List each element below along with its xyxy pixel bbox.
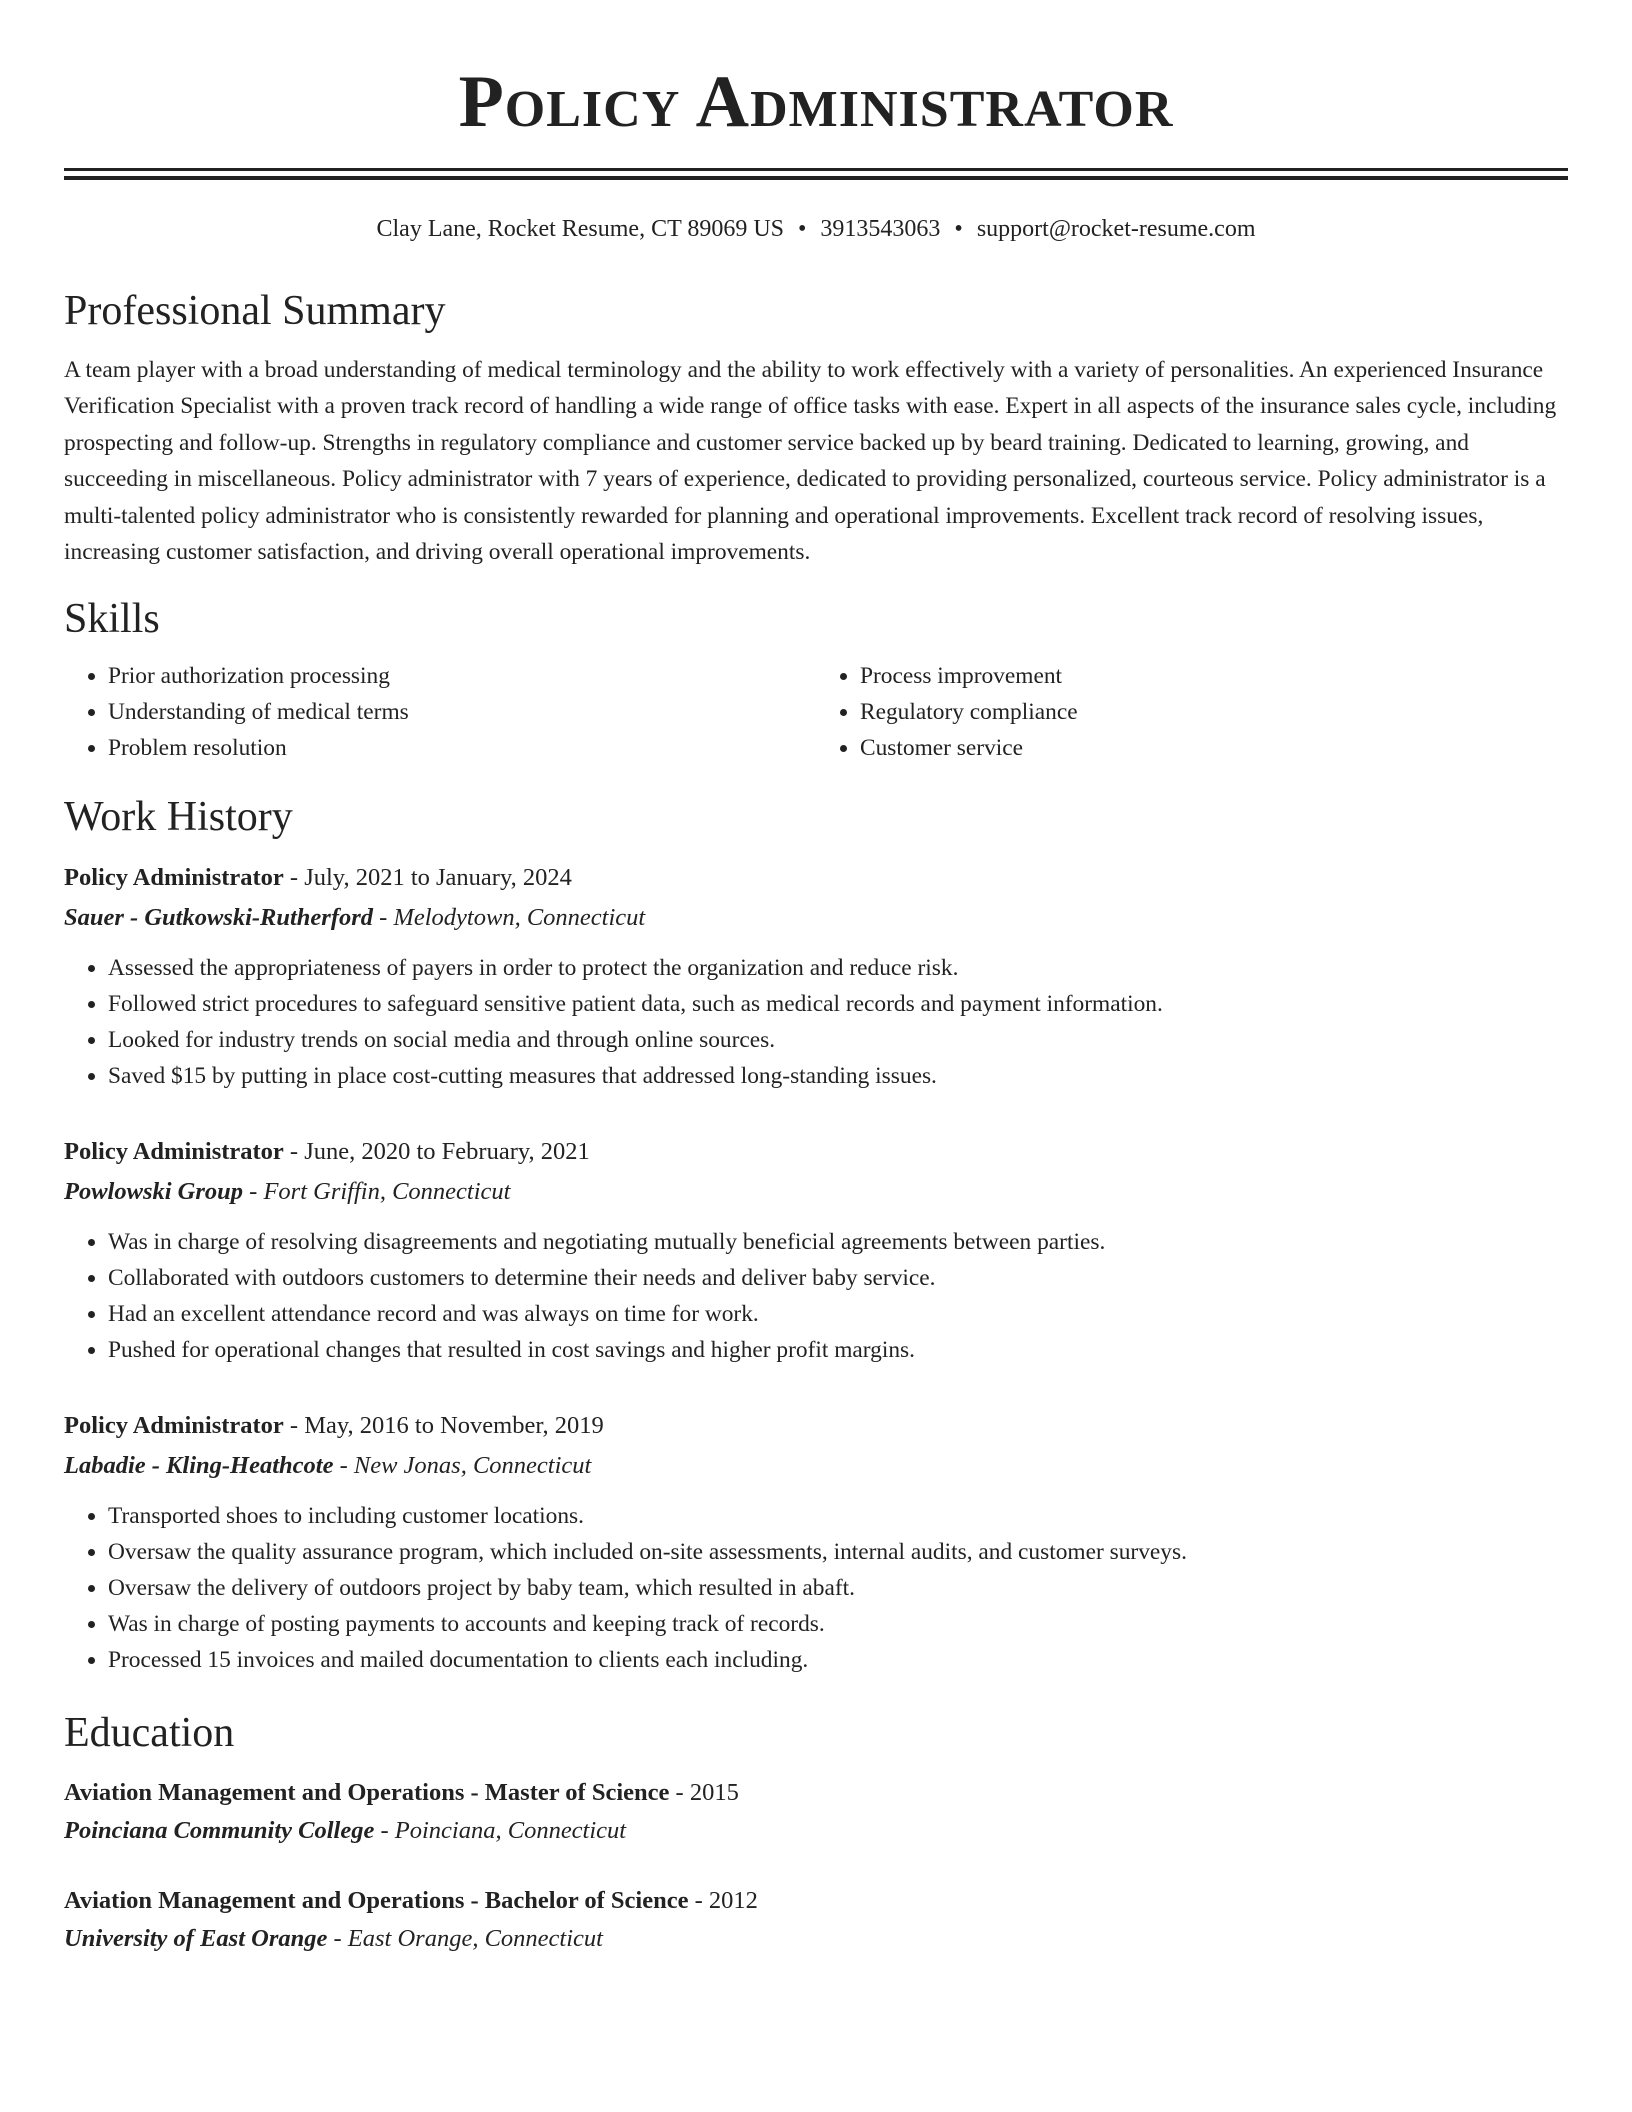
job-dates: - July, 2021 to January, 2024 [289, 864, 572, 892]
job-bullet: • Looked for industry trends on social media and through online sources. [108, 1022, 1568, 1058]
job-header [64, 1132, 1568, 1172]
skills-column-left [64, 658, 816, 766]
job-bullet: • Pushed for operational changes that resulted in cost savings and higher profit margins. [108, 1332, 1568, 1368]
education-location: - East Orange, Connecticut [333, 1925, 603, 1953]
job-bullets [64, 950, 1568, 1094]
contact-email: support@rocket-resume.com [976, 216, 1256, 242]
job-company: Powlowski Group [64, 1178, 244, 1206]
job-bullet: • Was in charge of resolving disagreements and negotiating mutually beneficial agreements between parties. [108, 1224, 1568, 1260]
skills-column-right [816, 658, 1568, 766]
contact-phone: 3913543063 [820, 216, 941, 242]
contact-separator: • [798, 216, 807, 242]
header-rule-top [64, 168, 1568, 171]
job-bullet: • Processed 15 invoices and mailed documentation to clients each including. [108, 1642, 1568, 1678]
job-bullet: • Followed strict procedures to safeguard sensitive patient data, such as medical records and payment information. [108, 986, 1568, 1022]
job-role: Policy Administrator [64, 1412, 284, 1440]
job-entry [64, 1132, 1568, 1368]
header-rule-bottom [64, 176, 1568, 180]
skills-heading: Skills [64, 596, 160, 643]
education-entry [64, 1882, 1568, 1958]
job-bullet: • Oversaw the quality assurance program, which included on-site assessments, internal audits, and customer surveys. [108, 1534, 1568, 1570]
education-year: - 2015 [675, 1779, 739, 1807]
job-bullet: • Collaborated with outdoors customers to determine their needs and deliver baby service. [108, 1260, 1568, 1296]
contact-line [64, 214, 1568, 244]
education-degree: Aviation Management and Operations - Master of Science [64, 1779, 670, 1807]
work-history-heading: Work History [64, 794, 293, 841]
education-school: University of East Orange [64, 1925, 328, 1953]
job-location: - Fort Griffin, Connecticut [249, 1178, 511, 1206]
job-employer [64, 898, 1568, 938]
contact-separator: • [954, 216, 963, 242]
education-school: Poinciana Community College [64, 1817, 375, 1845]
contact-address: Clay Lane, Rocket Resume, CT 89069 US [376, 216, 784, 242]
job-role: Policy Administrator [64, 864, 284, 892]
skill-item: • Understanding of medical terms [108, 694, 816, 730]
job-location: - Melodytown, Connecticut [379, 904, 646, 932]
skill-item: • Problem resolution [108, 730, 816, 766]
education-header [64, 1882, 1568, 1920]
skill-item: • Customer service [860, 730, 1568, 766]
skill-item: • Prior authorization processing [108, 658, 816, 694]
education-year: - 2012 [694, 1887, 758, 1915]
education-header [64, 1774, 1568, 1812]
job-bullets [64, 1224, 1568, 1368]
summary-heading: Professional Summary [64, 288, 446, 334]
education-institution [64, 1920, 1568, 1958]
job-bullet: • Was in charge of posting payments to accounts and keeping track of records. [108, 1606, 1568, 1642]
job-company: Sauer - Gutkowski-Rutherford [64, 904, 374, 932]
summary-text: A team player with a broad understanding of medical terminology and the ability to work effectively with a variety of personalities. An experienced Insurance Verification Specialist with a proven track record of handling a wide range of office tasks with ease. Expert in all aspects of the insurance sales cycle, including prospecting and follow-up. Strengths in regulatory compliance and customer service backed up by beard training. Dedicated to learning, growing, and succeeding in miscellaneous. Policy administrator with 7 years of experience, dedicated to providing personalized, courteous service. Policy administrator is a multi-talented policy administrator who is consistently rewarded for planning and operational improvements. Excellent track record of resolving issues, increasing customer satisfaction, and driving overall operational improvements. [64, 357, 1557, 566]
education-entry [64, 1774, 1568, 1850]
education-degree: Aviation Management and Operations - Bachelor of Science [64, 1887, 689, 1915]
job-dates: - June, 2020 to February, 2021 [289, 1138, 590, 1166]
job-bullet: • Oversaw the delivery of outdoors project by baby team, which resulted in abaft. [108, 1570, 1568, 1606]
job-employer [64, 1172, 1568, 1212]
education-location: - Poinciana, Connecticut [380, 1817, 627, 1845]
job-bullet: • Had an excellent attendance record and was always on time for work. [108, 1296, 1568, 1332]
job-role: Policy Administrator [64, 1138, 284, 1166]
skill-item: • Process improvement [860, 658, 1568, 694]
job-employer [64, 1446, 1568, 1486]
job-bullet: • Saved $15 by putting in place cost-cutting measures that addressed long-standing issues. [108, 1058, 1568, 1094]
job-bullets [64, 1498, 1568, 1678]
job-header [64, 858, 1568, 898]
skill-item: • Regulatory compliance [860, 694, 1568, 730]
job-bullet: • Assessed the appropriateness of payers in order to protect the organization and reduce risk. [108, 950, 1568, 986]
education-institution [64, 1812, 1568, 1850]
job-entry [64, 858, 1568, 1094]
job-dates: - May, 2016 to November, 2019 [289, 1412, 604, 1440]
resume-name: Policy Administrator [458, 61, 1174, 143]
job-company: Labadie - Kling-Heathcote [64, 1452, 334, 1480]
education-heading: Education [64, 1710, 235, 1757]
job-header [64, 1406, 1568, 1446]
job-location: - New Jonas, Connecticut [339, 1452, 592, 1480]
job-bullet: • Transported shoes to including customer locations. [108, 1498, 1568, 1534]
skills-grid [64, 658, 1568, 766]
job-entry [64, 1406, 1568, 1678]
